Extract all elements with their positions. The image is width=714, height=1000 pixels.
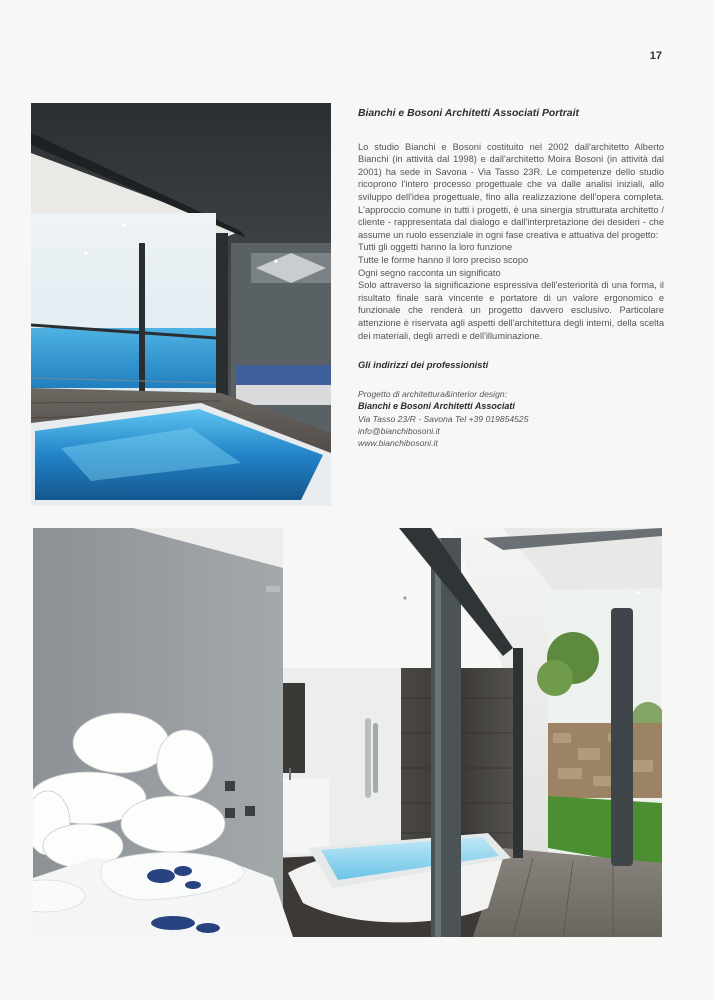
email-link[interactable]: info@bianchibosoni.it xyxy=(358,425,440,436)
address-block xyxy=(358,388,664,450)
article-intro: Lo studio Bianchi e Bosoni costituito nel 2002 dall'architetto Alberto Bianchi (in attività dal 1998) e dall'architetto Moira Bosoni (in attività dal 2001) ha sede in Savona - Via Tasso 23R. Le competenze dello studio ricoprono l'intero processo progettuale che va dalle analisi iniziali, allo sviluppo dell'idea progettuale, fino alla realizzazione dell'opera completa. L'approccio comune in tutti i progetti, è una sinergia strutturata architetto / cliente - rappresentata dal dialogo e dall'interpretazione dei desideri - che assume un ruolo essenziale in ogni fase creativa e attuativa del progetto: xyxy=(358,141,664,240)
motto-line: Tutte le forme hanno il loro preciso scopo xyxy=(358,254,529,265)
motto-line: Tutti gli oggetti hanno la loro funzione xyxy=(358,242,513,253)
firm-name: Bianchi e Bosoni Architetti Associati xyxy=(358,401,515,412)
bedroom-photo xyxy=(33,528,662,937)
project-label: Progetto di architettura&interior design: xyxy=(358,388,508,399)
website-link[interactable]: www.bianchibosoni.it xyxy=(358,438,438,449)
addresses-heading: Gli indirizzi dei professionisti xyxy=(358,359,489,371)
article-text-column xyxy=(358,108,664,450)
street-address: Via Tasso 23/R - Savona Tel +39 019854525 xyxy=(358,413,529,424)
motto-line: Ogni segno racconta un significato xyxy=(358,267,501,278)
motto-lines xyxy=(358,241,664,279)
article-body xyxy=(358,141,664,343)
article-title: Bianchi e Bosoni Architetti Associati Portrait xyxy=(358,108,579,119)
page-number: 17 xyxy=(649,50,662,62)
pool-room-photo xyxy=(31,103,331,506)
article-closing: Solo attraverso la significazione espressiva dell'esteriorità di una forma, il risultato finale sarà vincente e portatore di un valore ergonomico e funzionale che renderà un progetto davvero esclusivo. Particolare attenzione è riservata agli aspetti dell'architettura degli interni, della scelta dei materiali, degli arredi e dell'illuminazione. xyxy=(358,280,664,341)
